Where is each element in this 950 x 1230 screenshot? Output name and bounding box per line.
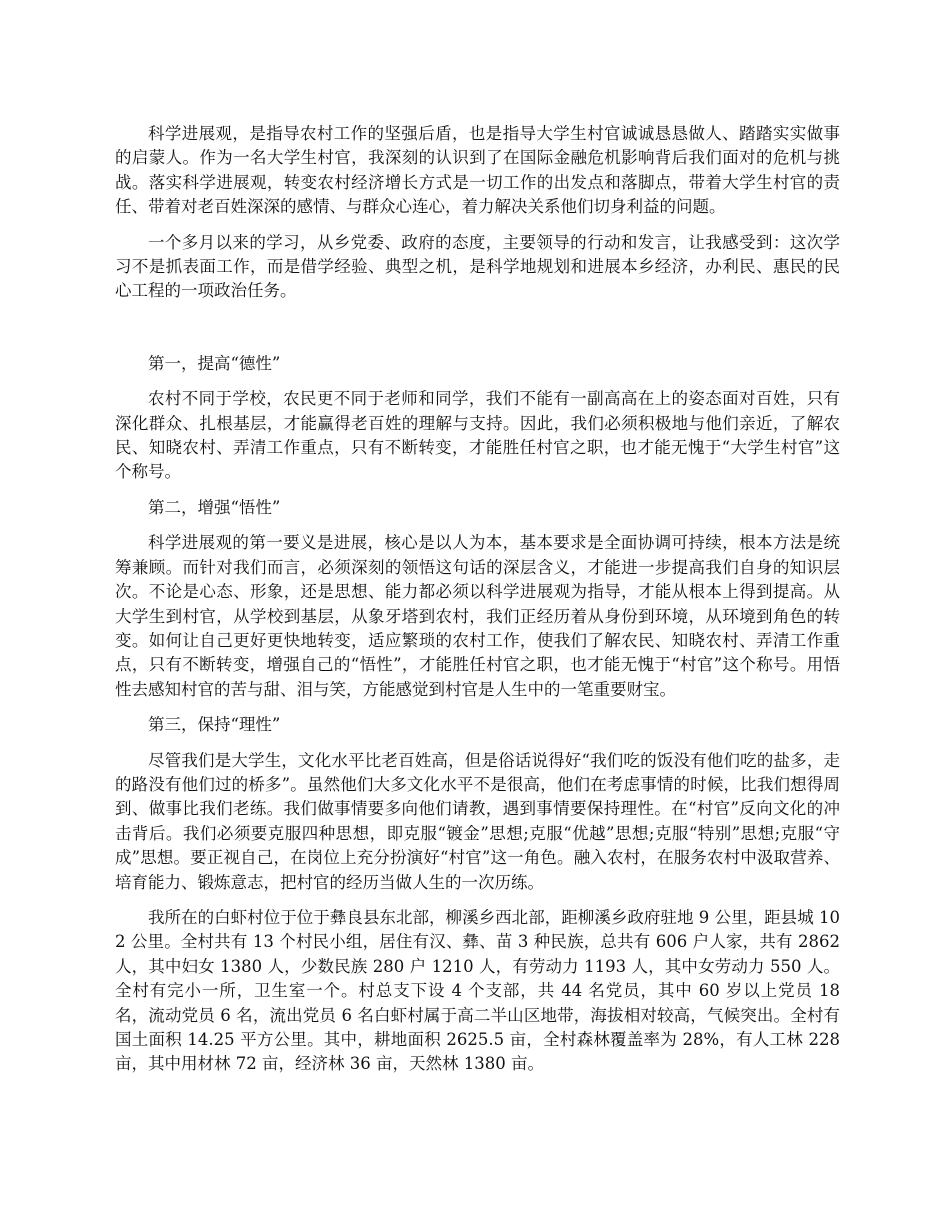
spacer xyxy=(115,304,840,352)
document-body xyxy=(115,122,840,1077)
heading-insight: 第二，增强“悟性” xyxy=(148,497,281,517)
spacer xyxy=(115,895,840,906)
paragraph-intro: 科学进展观，是指导农村工作的坚强后盾，也是指导大学生村官诚诚恳恳做人、踏踏实实做事的启蒙人。作为一名大学生村官，我深刻的认识到了在国际金融危机影响背后我们面对的危机与挑战。落实科学进展观，转变农村经济增长方式是一切工作的出发点和落脚点，带着大学生村官的责任、带着对老百姓深深的感情、与群众心连心，着力解决关系他们切身利益的问题。 xyxy=(115,124,840,217)
paragraph-reason: 尽管我们是大学生，文化水平比老百姓高，但是俗话说得好“我们吃的饭没有他们吃的盐多，走的路没有他们过的桥多”。虽然他们大多文化水平不是很高，他们在考虑事情的时候，比我们想得周到、做事比我们老练。我们做事情要多向他们请教，遇到事情要保持理性。在“村官”反向文化的冲击背后。我们必须要克服四种思想，即克服“镀金”思想;克服“优越”思想;克服“特别”思想;克服“守成”思想。要正视自己，在岗位上充分扮演好“村官”这一角色。融入农村，在服务农村中汲取营养、培育能力、锻炼意志，把村官的经历当做人生的一次历练。 xyxy=(115,750,840,892)
paragraph-virtue: 农村不同于学校，农民更不同于老师和同学，我们不能有一副高高在上的姿态面对百姓，只有深化群众、扎根基层，才能赢得老百姓的理解与支持。因此，我们必须积极地与他们亲近，了解农民、知晓农村、弄清工作重点，只有不断转变，才能胜任村官之职，也才能无愧于“大学生村官”这个称号。 xyxy=(115,389,840,482)
spacer xyxy=(115,702,840,713)
spacer xyxy=(115,738,840,749)
heading-reason: 第三，保持“理性” xyxy=(148,715,281,735)
paragraph-study: 一个多月以来的学习，从乡党委、政府的态度，主要领导的行动和发言，让我感受到：这次学习不是抓表面工作，而是借学经验、典型之机，是科学地规划和进展本乡经济，办利民、惠民的民心工程的一项政治任务。 xyxy=(115,232,840,301)
spacer xyxy=(115,520,840,531)
spacer xyxy=(115,485,840,496)
paragraph-village-profile: 我所在的白虾村位于位于彝良县东北部，柳溪乡西北部，距柳溪乡政府驻地 9 公里，距县城 102 公里。全村共有 13 个村民小组，居住有汉、彝、苗 3 种民族，总共有 606 户人家，共有 2862 人，其中妇女 1380 人，少数民族 280 户 1210 人，有劳动力 1193 人，其中女劳动力 550 人。全村有完小一所，卫生室一个。村总支下设 4 个支部，共 44 名党员，其中 60 岁以上党员 18 名，流动党员 6 名，流出党员 6 名白虾村属于高二半山区地带，海拔相对较高，气候突出。全村有国土面积 14.25 平方公里。其中，耕地面积 2625.5 亩，全村森林覆盖率为 28%，有人工林 228 亩，其中用材林 72 亩，经济林 36 亩，天然林 1380 亩。 xyxy=(115,907,840,1074)
heading-virtue: 第一，提高“德性” xyxy=(148,353,281,373)
spacer xyxy=(115,376,840,387)
paragraph-insight: 科学进展观的第一要义是进展，核心是以人为本，基本要求是全面协调可持续，根本方法是统筹兼顾。而针对我们而言，必须深刻的领悟这句话的深层含义，才能进一步提高我们自身的知识层次。不论是心态、形象，还是思想、能力都必须以科学进展观为指导，才能从根本上得到提高。从大学生到村官，从学校到基层，从象牙塔到农村，我们正经历着从身份到环境，从环境到角色的转变。如何让自己更好更快地转变，适应繁琐的农村工作，使我们了解农民、知晓农村、弄清工作重点，只有不断转变，增强自己的“悟性”，才能胜任村官之职，也才能无愧于“村官”这个称号。用悟性去感知村官的苦与甜、泪与笑，方能感觉到村官是人生中的一笔重要财宝。 xyxy=(115,533,840,699)
spacer xyxy=(115,220,840,231)
